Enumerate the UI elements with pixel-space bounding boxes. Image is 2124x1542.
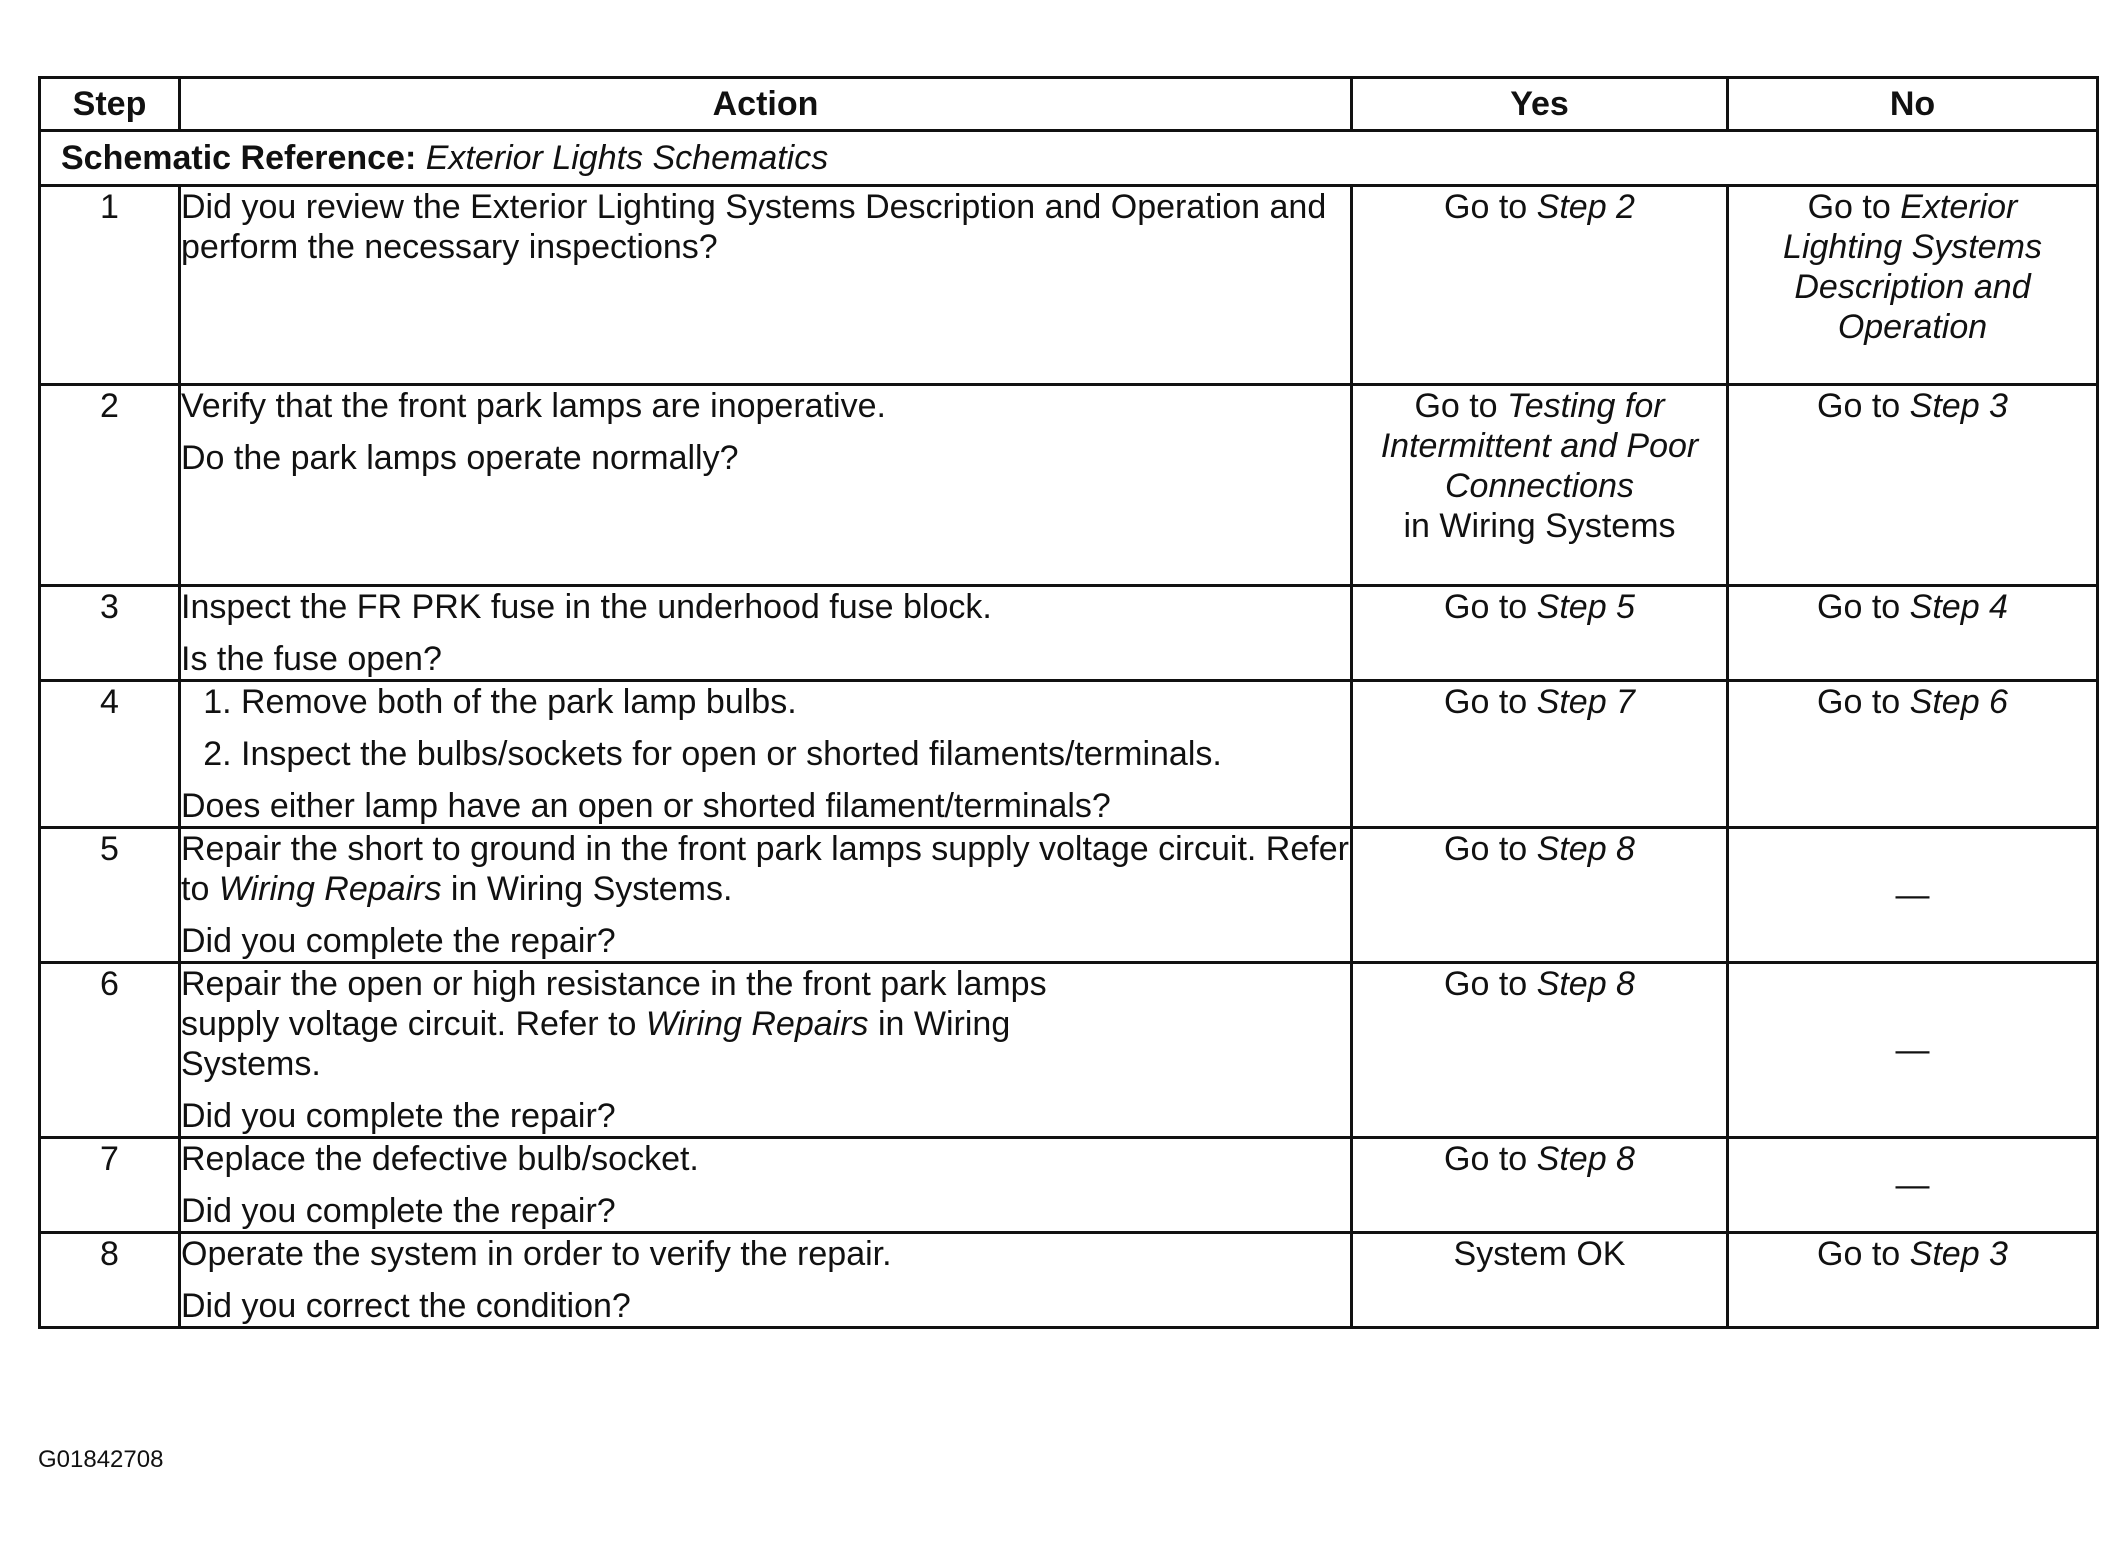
table-row	[40, 1233, 2098, 1328]
table-row	[40, 385, 2098, 586]
action-text: Did you review the Exterior Lighting Systems Description and Operation and perform the necessary inspections?	[181, 188, 1327, 266]
step-number: 3	[40, 586, 180, 681]
action-text-before: Repair the open or high resistance in the front park lamps supply voltage circuit. Refer to	[181, 965, 1047, 1043]
header-no: No	[1728, 78, 2098, 131]
yes-prefix: Go to	[1444, 588, 1528, 626]
action-text-after: in Wiring Systems.	[450, 870, 733, 908]
no-cell	[1728, 186, 2098, 385]
action-cell	[180, 828, 1352, 963]
action-text	[181, 829, 1350, 909]
yes-prefix: Go to	[1444, 830, 1528, 868]
yes-prefix: Go to	[1414, 387, 1498, 425]
yes-suffix: in Wiring Systems	[1403, 507, 1676, 545]
header-action: Action	[180, 78, 1352, 131]
header-step: Step	[40, 78, 180, 131]
no-cell: —	[1728, 828, 2098, 963]
schematic-reference	[40, 131, 2098, 186]
action-question: Did you complete the repair?	[181, 922, 616, 960]
action-question: Did you complete the repair?	[181, 1097, 616, 1135]
action-cell	[180, 681, 1352, 828]
action-text-after: in Wiring Systems.	[181, 1005, 1011, 1083]
action-cell	[180, 1138, 1352, 1233]
yes-cell	[1352, 1138, 1728, 1233]
wiring-repairs-reference: Wiring Repairs	[645, 1005, 869, 1043]
schematic-reference-label: Schematic Reference:	[61, 139, 417, 177]
yes-target: Step 8	[1536, 830, 1635, 868]
yes-target: Step 8	[1536, 965, 1635, 1003]
yes-target: Step 7	[1536, 683, 1635, 721]
no-cell: —	[1728, 963, 2098, 1138]
yes-target: Step 5	[1536, 588, 1635, 626]
step-number: 2	[40, 385, 180, 586]
yes-cell	[1352, 586, 1728, 681]
step-number: 6	[40, 963, 180, 1138]
no-cell	[1728, 586, 2098, 681]
yes-cell	[1352, 828, 1728, 963]
yes-cell	[1352, 963, 1728, 1138]
yes-cell	[1352, 681, 1728, 828]
step-number: 5	[40, 828, 180, 963]
table-row	[40, 963, 2098, 1138]
action-text: Replace the defective bulb/socket.	[181, 1140, 699, 1178]
yes-cell	[1352, 186, 1728, 385]
table-row	[40, 186, 2098, 385]
yes-cell: System OK	[1352, 1233, 1728, 1328]
no-target: Step 4	[1909, 588, 2008, 626]
schematic-reference-link: Exterior Lights Schematics	[425, 139, 829, 177]
action-cell	[180, 586, 1352, 681]
no-prefix: Go to	[1807, 188, 1891, 226]
action-question: Is the fuse open?	[181, 640, 442, 678]
table-row	[40, 681, 2098, 828]
schematic-reference-row	[40, 131, 2098, 186]
no-target: Step 6	[1909, 683, 2008, 721]
action-cell	[180, 186, 1352, 385]
yes-prefix: Go to	[1444, 188, 1528, 226]
action-cell	[180, 1233, 1352, 1328]
no-target: Step 3	[1909, 387, 2008, 425]
action-text: Verify that the front park lamps are inoperative.	[181, 387, 886, 425]
table-row	[40, 828, 2098, 963]
yes-prefix: Go to	[1444, 683, 1528, 721]
table-header-row	[40, 78, 2098, 131]
action-question: Did you complete the repair?	[181, 1192, 616, 1230]
action-steps-list	[181, 682, 1350, 774]
yes-target: Step 2	[1536, 188, 1635, 226]
wiring-repairs-reference: Wiring Repairs	[218, 870, 442, 908]
step-number: 4	[40, 681, 180, 828]
action-question: Did you correct the condition?	[181, 1287, 631, 1325]
figure-id: G01842708	[38, 1446, 164, 1473]
action-text: Operate the system in order to verify the repair.	[181, 1235, 892, 1273]
action-question: Do the park lamps operate normally?	[181, 439, 739, 477]
no-prefix: Go to	[1817, 387, 1901, 425]
list-item: 2. Inspect the bulbs/sockets for open or shorted filaments/terminals.	[241, 734, 1350, 774]
diagnostic-table	[38, 76, 2099, 1329]
yes-prefix: Go to	[1444, 1140, 1528, 1178]
yes-cell	[1352, 385, 1728, 586]
no-prefix: Go to	[1817, 683, 1901, 721]
yes-prefix: Go to	[1444, 965, 1528, 1003]
no-cell	[1728, 1233, 2098, 1328]
no-prefix: Go to	[1817, 1235, 1901, 1273]
diagnostic-table-container	[38, 76, 2096, 1329]
yes-target: Step 8	[1536, 1140, 1635, 1178]
action-text: Inspect the FR PRK fuse in the underhood fuse block.	[181, 588, 992, 626]
action-cell	[180, 963, 1352, 1138]
yes-target: Testing for Intermittent and Poor Connections	[1380, 387, 1699, 505]
no-cell	[1728, 681, 2098, 828]
table-row	[40, 1138, 2098, 1233]
step-number: 8	[40, 1233, 180, 1328]
no-cell	[1728, 385, 2098, 586]
header-yes: Yes	[1352, 78, 1728, 131]
step-number: 7	[40, 1138, 180, 1233]
step-number: 1	[40, 186, 180, 385]
action-text-before: Repair the short to ground in the front park lamps supply voltage circuit. Refer to	[181, 830, 1349, 908]
action-question: Does either lamp have an open or shorted filament/terminals?	[181, 787, 1111, 825]
no-target: Exterior Lighting Systems Description and Operation	[1783, 188, 2042, 346]
no-target: Step 3	[1909, 1235, 2008, 1273]
no-prefix: Go to	[1817, 588, 1901, 626]
list-item: 1. Remove both of the park lamp bulbs.	[241, 682, 1350, 722]
no-cell: —	[1728, 1138, 2098, 1233]
action-cell	[180, 385, 1352, 586]
table-row	[40, 586, 2098, 681]
action-text	[181, 964, 1350, 1084]
